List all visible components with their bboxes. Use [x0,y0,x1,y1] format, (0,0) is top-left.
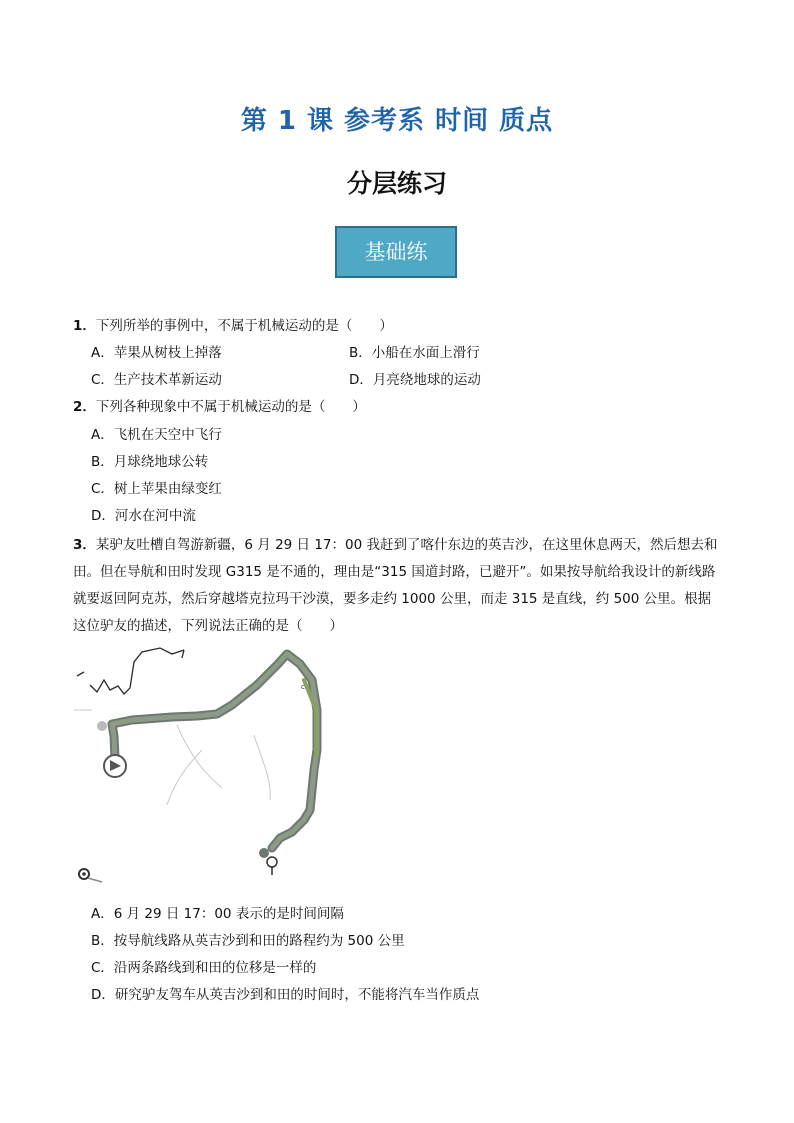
end-marker-icon [267,857,277,867]
map-label-c: c [301,683,305,691]
question-3 [73,532,723,640]
map-border-line [90,648,184,694]
option-1a: A．苹果从树枝上掉落 [91,345,222,361]
option-2d: D．河水在河中流 [91,508,196,524]
option-3d: D．研究驴友驾车从英吉沙到和田的时间时，不能将汽车当作质点 [91,987,480,1003]
option-3c: C．沿两条路线到和田的位移是一样的 [91,960,317,976]
option-3b: B．按导航线路从英吉沙到和田的路程约为 500 公里 [91,933,405,949]
option-2c: C．树上苹果由绿变红 [91,481,222,497]
section-label: 基础练 [335,226,457,278]
question-number: 2． [73,399,96,415]
page-title: 第 1 课 参考系 时间 质点 [240,106,554,136]
route-map [72,640,342,890]
question-stem: 某驴友吐槽自驾游新疆，6 月 29 日 17：00 我赶到了喀什东边的英吉沙，在这里休息两天，然后想去和田。但在导航和田时发现 G315 是不通的，理由是“315 国道封路，已避开”。如果按导航给我设计的新线路就要返回阿克苏，然后穿越塔克拉玛干沙漠，要多走约 1000 公里，而走 315 是直线，约 500 公里。根据这位驴友的描述，下列说法正确的是（ ） [73,537,718,634]
page-subtitle: 分层练习 [346,169,447,198]
option-2b: B．月球绕地球公转 [91,454,209,470]
option-1b: B．小船在水面上滑行 [349,345,480,361]
option-1c: C．生产技术革新运动 [91,372,222,388]
question-2 [73,397,366,417]
question-stem: 下列所举的事例中，不属于机械运动的是（ ） [95,318,393,334]
route-path [112,654,317,848]
question-stem: 下列各种现象中不属于机械运动的是（ ） [95,399,366,415]
option-3a: A．6 月 29 日 17：00 表示的是时间间隔 [91,906,344,922]
question-1 [73,316,393,336]
question-number: 1． [73,318,96,334]
location-dot-icon [97,721,107,731]
option-2a: A．飞机在天空中飞行 [91,427,222,443]
question-number: 3． [73,537,96,553]
option-1d: D．月亮绕地球的运动 [349,372,481,388]
